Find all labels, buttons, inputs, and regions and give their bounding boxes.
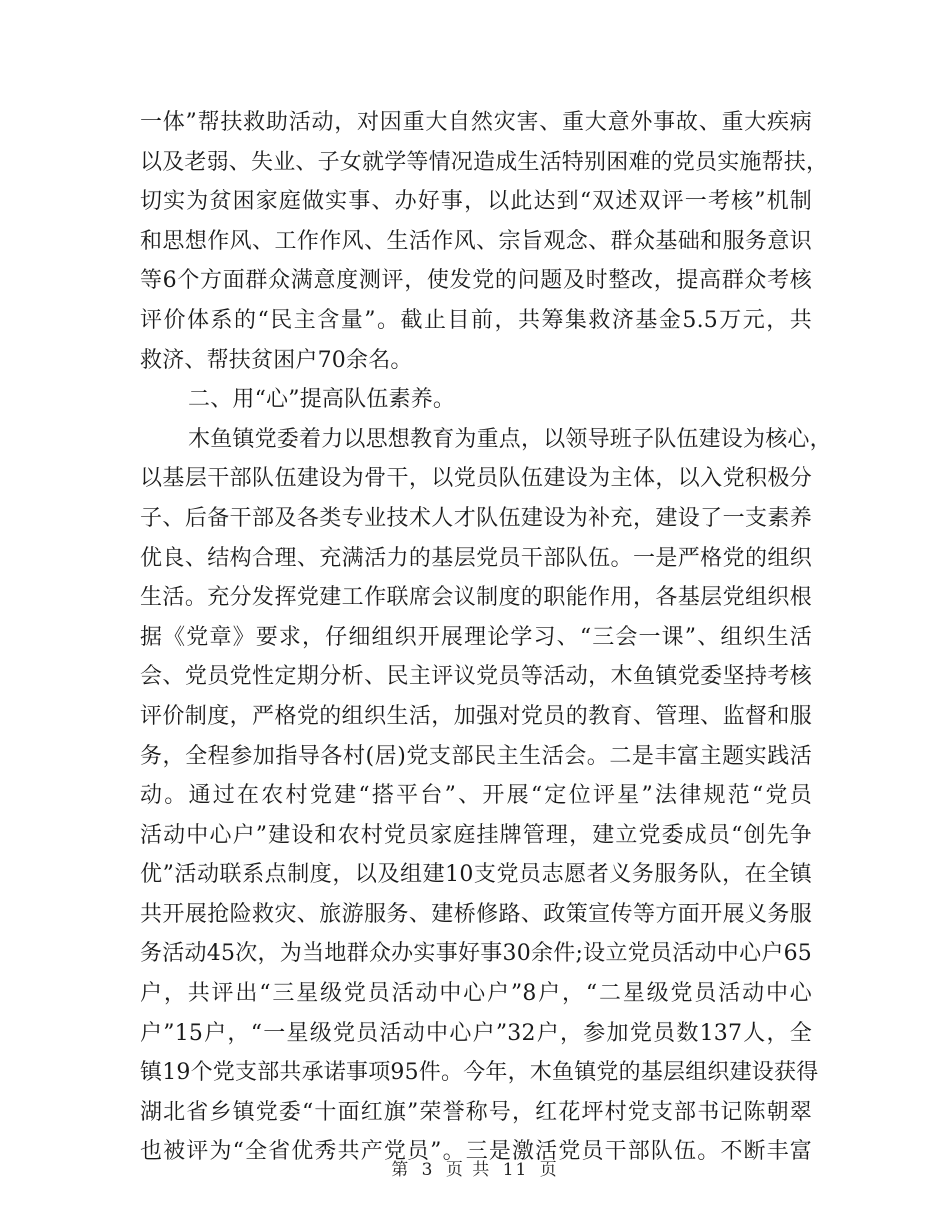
text-line: 活动中心户”建设和农村党员家庭挂牌管理，建立党委成员“创先争 (140, 822, 812, 848)
text-line: 户”15户，“一星级党员活动中心户”32户，参加党员数137人，全 (140, 1020, 812, 1046)
text-line: 和思想作风、工作作风、生活作风、宗旨观念、群众基础和服务意识 (140, 228, 812, 254)
page-footer (0, 1155, 950, 1180)
text-line: 务，全程参加指导各村(居)党支部民主生活会。二是丰富主题实践活 (140, 743, 812, 769)
footer-current-page: 3 (421, 1160, 435, 1180)
text-line: 评价制度，严格党的组织生活，加强对党员的教育、管理、监督和服 (140, 703, 812, 729)
text-line: 二、用“心”提高队伍素养。 (188, 387, 456, 413)
text-line: 切实为贫困家庭做实事、办好事，以此达到“双述双评一考核”机制 (140, 189, 812, 215)
text-line: 湖北省乡镇党委“十面红旗”荣誉称号，红花坪村党支部书记陈朝翠 (140, 1099, 812, 1125)
text-line: 以及老弱、失业、子女就学等情况造成生活特别困难的党员实施帮扶， (140, 149, 829, 175)
text-line: 以基层干部队伍建设为骨干，以党员队伍建设为主体，以入党积极分 (140, 466, 812, 492)
footer-prefix: 第 (391, 1160, 411, 1180)
document-body (140, 103, 832, 1172)
text-line: 一体”帮扶救助活动，对因重大自然灾害、重大意外事故、重大疾病 (140, 110, 812, 135)
text-line: 子、后备干部及各类专业技术人才队伍建设为补充，建设了一支素养 (140, 505, 812, 531)
footer-middle: 页 共 (445, 1160, 492, 1180)
footer-suffix: 页 (539, 1160, 559, 1180)
text-line: 优”活动联系点制度，以及组建10支党员志愿者义务服务队，在全镇 (140, 862, 812, 888)
text-line: 木鱼镇党委着力以思想教育为重点，以领导班子队伍建设为核心， (188, 426, 832, 452)
text-line: 也被评为“全省优秀共产党员”。三是激活党员干部队伍。不断丰富 (140, 1139, 812, 1165)
text-line: 生活。充分发挥党建工作联席会议制度的职能作用，各基层党组织根 (140, 585, 812, 611)
footer-total-pages: 11 (502, 1160, 529, 1180)
text-line: 会、党员党性定期分析、民主评议党员等活动，木鱼镇党委坚持考核 (140, 664, 812, 690)
text-line: 等6个方面群众满意度测评，使发党的问题及时整改，提高群众考核 (140, 268, 812, 294)
text-line: 据《党章》要求，仔细组织开展理论学习、“三会一课”、组织生活 (140, 624, 812, 650)
text-line: 户，共评出“三星级党员活动中心户”8户，“二星级党员活动中心 (140, 981, 812, 1007)
text-line: 镇19个党支部共承诺事项95件。今年，木鱼镇党的基层组织建设获得 (140, 1060, 819, 1086)
text-line: 动。通过在农村党建“搭平台”、开展“定位评星”法律规范“党员 (140, 783, 812, 809)
text-line: 务活动45次，为当地群众办实事好事30余件;设立党员活动中心户65 (140, 941, 812, 967)
text-line: 评价体系的“民主含量”。截止目前，共筹集救济基金5.5万元，共 (140, 307, 812, 333)
text-line: 救济、帮扶贫困户70余名。 (140, 347, 413, 373)
text-line: 共开展抢险救灾、旅游服务、建桥修路、政策宣传等方面开展义务服 (140, 901, 812, 927)
text-line: 优良、结构合理、充满活力的基层党员干部队伍。一是严格党的组织 (140, 545, 812, 571)
